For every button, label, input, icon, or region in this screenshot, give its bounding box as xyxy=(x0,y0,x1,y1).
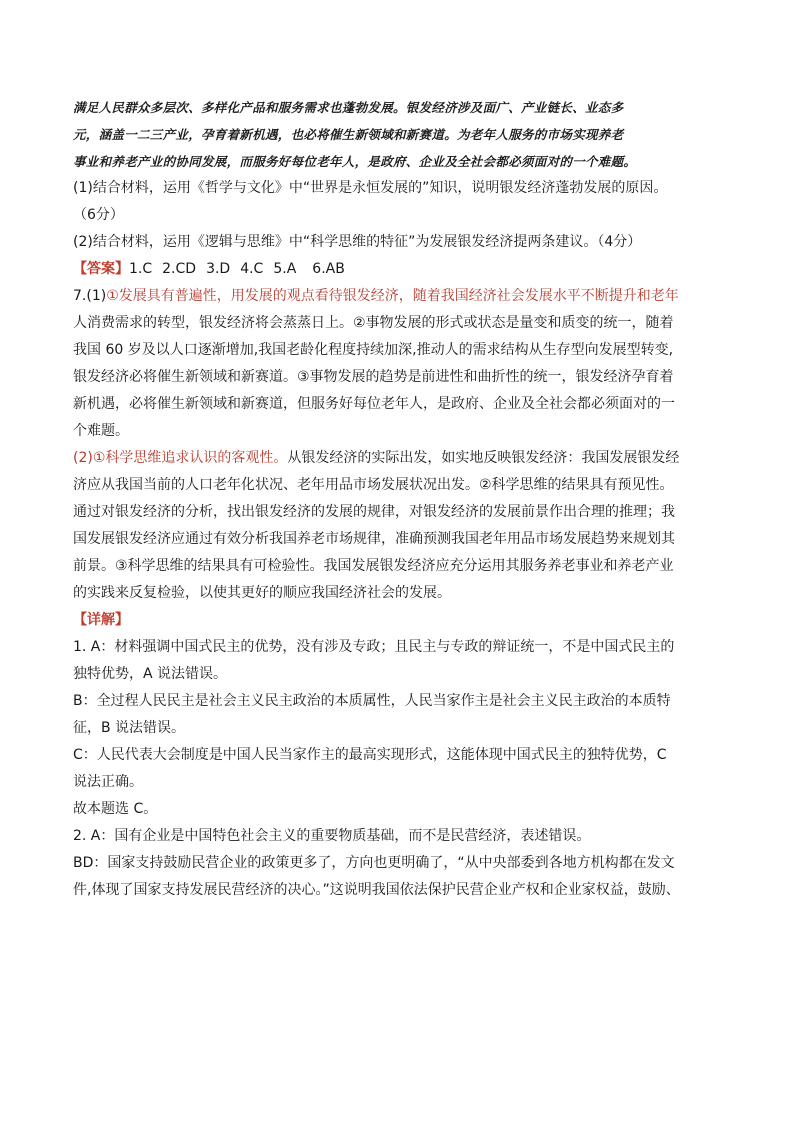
document-body xyxy=(73,94,705,904)
answer-item: 6.AB xyxy=(312,261,345,277)
q7-prefix: 7.(1) xyxy=(73,288,107,304)
detail-line: 件,体现了国家支持发展民营经济的决心。”这说明我国依法保护民营企业产权和企业家权益，鼓励、 xyxy=(73,882,680,898)
q7-2-red-text: (2)①科学思维追求认识的客观性。 xyxy=(73,450,288,466)
answer-item: 4.C xyxy=(240,261,264,277)
q7-1-line xyxy=(73,283,705,310)
q7-2-line: 的实践来反复检验，以使其更好的顺应我国经济社会的发展。 xyxy=(73,585,451,601)
detail-line: 1. A：材料强调中国式民主的优势，没有涉及专政；且民主与专政的辩证统一，不是中国式民主的 xyxy=(73,639,675,655)
answer-label: 【答案】 xyxy=(73,261,129,277)
answer-item: 2.CD xyxy=(162,261,197,277)
q7-2-line: 济应从我国当前的人口老年化状况、老年用品市场发展状况出发。②科学思维的结果具有预见性。 xyxy=(73,477,674,493)
detail-line: BD：国家支持鼓励民营企业的政策更多了，方向也更明确了，“从中央部委到各地方机构都在发文 xyxy=(73,855,675,871)
q7-2-line: 通过对银发经济的分析，找出银发经济的发展的规律，对银发经济的发展前景作出合理的推理；我 xyxy=(73,504,675,520)
question-2: (2)结合材料，运用《逻辑与思维》中“科学思维的特征”为发展银发经济提两条建议。（4分） xyxy=(73,234,642,250)
detail-line: B：全过程人民民主是社会主义民主政治的本质属性，人民当家作主是社会主义民主政治的本质特 xyxy=(73,693,671,709)
detail-line: 说法正确。 xyxy=(73,774,143,790)
question-1: (1)结合材料，运用《哲学与文化》中“世界是永恒发展的”知识，说明银发经济蓬勃发展的原因。 xyxy=(73,180,668,196)
answer-item: 3.D xyxy=(206,261,231,277)
detail-label: 【详解】 xyxy=(73,612,129,628)
answer-item: 1.C xyxy=(129,261,153,277)
material-line: 元，涵盖一二三产业，孕育着新机遇，也必将催生新领域和新赛道。为老年人服务的市场实现养老 xyxy=(73,127,624,142)
q7-1-line: 人消费需求的转型，银发经济将会蒸蒸日上。②事物发展的形式或状态是量变和质变的统一，随着 xyxy=(73,315,674,331)
detail-line: 独特优势，A 说法错误。 xyxy=(73,666,228,682)
q7-1-text: ①发展具有普遍性，用发展的观点看待银发经济，随着我国经济社会发展水平不断提升和老年 xyxy=(106,288,679,304)
detail-line: 2. A：国有企业是中国特色社会主义的重要物质基础，而不是民营经济，表述错误。 xyxy=(73,828,591,844)
q7-1-line: 新机遇，必将催生新领域和新赛道，但服务好每位老年人，是政府、企业及全社会都必须面对的一 xyxy=(73,396,675,412)
detail-line: C：人民代表大会制度是中国人民当家作主的最高实现形式，这能体现中国式民主的独特优势，C xyxy=(73,747,667,763)
q7-2-text: 从银发经济的实际出发，如实地反映银发经济：我国发展银发经 xyxy=(287,450,680,466)
q7-1-line: 银发经济必将催生新领域和新赛道。③事物发展的趋势是前进性和曲折性的统一，银发经济孕育着 xyxy=(73,369,674,385)
q7-1-line: 个难题。 xyxy=(73,423,129,439)
q7-2-line: 国发展银发经济应通过有效分析我国养老市场规律，准确预测我国老年用品市场发展趋势来规划其 xyxy=(73,531,675,547)
detail-line: 征，B 说法错误。 xyxy=(73,720,186,736)
material-line: 满足人民群众多层次、多样化产品和服务需求也蓬勃发展。银发经济涉及面广、产业链长、业态多 xyxy=(73,100,624,115)
answer-row xyxy=(73,256,705,283)
answer-item: 5.A xyxy=(273,261,297,277)
q7-1-line: 我国 60 岁及以人口逐渐增加,我国老龄化程度持续加深,推动人的需求结构从生存型向发展型转变, xyxy=(73,342,674,358)
question-1-score: （6分） xyxy=(73,207,124,223)
q7-2-line: 前景。③科学思维的结果具有可检验性。我国发展银发经济应充分运用其服务养老事业和养老产业 xyxy=(73,558,674,574)
detail-line: 故本题选 C。 xyxy=(73,801,158,817)
material-line: 事业和养老产业的协同发展，而服务好每位老年人，是政府、企业及全社会都必须面对的一个难题。 xyxy=(73,154,637,169)
q7-2-line xyxy=(73,445,705,472)
